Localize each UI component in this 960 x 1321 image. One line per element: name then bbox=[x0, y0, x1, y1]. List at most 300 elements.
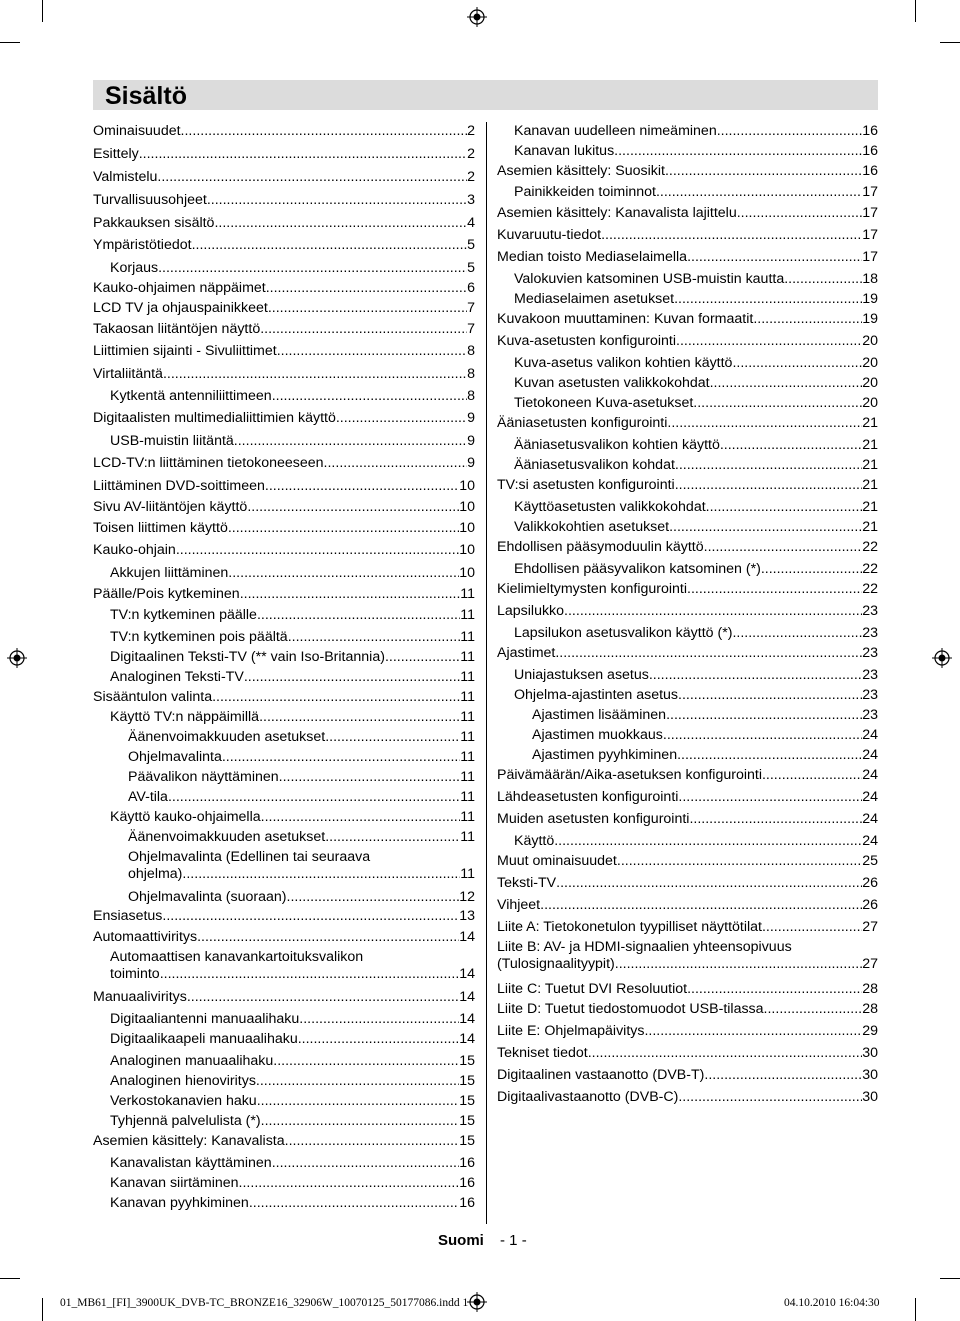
toc-entry-title: Esittely bbox=[93, 146, 139, 162]
toc-entry-page: 22 bbox=[862, 581, 878, 597]
toc-entry bbox=[93, 237, 475, 254]
toc-entry-page: 14 bbox=[459, 966, 475, 982]
toc-entry bbox=[93, 169, 475, 186]
toc-entry-page: 10 bbox=[459, 542, 475, 558]
toc-entry-title: Digitaalivastaanotto (DVB-C) bbox=[497, 1089, 679, 1105]
toc-entry-title: TV:n kytkeminen pois päältä bbox=[110, 629, 288, 645]
toc-entry-title: Kuva-asetus valikon kohtien käyttö bbox=[514, 355, 733, 371]
toc-entry bbox=[93, 669, 475, 686]
toc-entry bbox=[93, 565, 475, 582]
toc-entry-page: 23 bbox=[862, 625, 878, 641]
toc-entry-title: Kuva-asetusten konfigurointi bbox=[497, 333, 677, 349]
toc-entry bbox=[93, 1155, 475, 1172]
toc-entry-page: 8 bbox=[467, 343, 475, 359]
dot-leader bbox=[540, 897, 862, 914]
toc-entry-title: Asemien käsittely: Kanavalista bbox=[93, 1133, 285, 1149]
dot-leader bbox=[693, 395, 862, 412]
toc-entry-title: Ääniasetusten konfigurointi bbox=[497, 415, 668, 431]
toc-entry-title: Ensiasetus bbox=[93, 908, 163, 924]
toc-entry-page: 11 bbox=[460, 709, 475, 725]
toc-entry bbox=[93, 709, 475, 726]
toc-entry-page: 16 bbox=[459, 1175, 475, 1191]
toc-entry-title: Teksti-TV bbox=[497, 875, 557, 891]
toc-entry-title: Digitaalinen Teksti-TV (** vain Iso-Britannia) bbox=[110, 649, 385, 665]
toc-entry-title: Ajastimet bbox=[497, 645, 556, 661]
toc-entry-page: 11 bbox=[460, 769, 475, 785]
dot-leader bbox=[260, 321, 467, 338]
toc-entry bbox=[93, 1175, 475, 1192]
toc-entry bbox=[93, 1031, 475, 1048]
toc-entry bbox=[497, 271, 878, 288]
toc-entry-page: 11 bbox=[460, 789, 475, 805]
toc-entry-title: Uniajastuksen asetus bbox=[514, 667, 649, 683]
toc-entry-page: 2 bbox=[467, 146, 475, 162]
dot-leader bbox=[704, 1067, 862, 1084]
toc-entry-page: 9 bbox=[467, 433, 475, 449]
toc-entry-page: 10 bbox=[459, 499, 475, 515]
toc-entry bbox=[497, 645, 878, 662]
toc-entry-title-continued: toiminto bbox=[110, 966, 160, 982]
toc-entry-page: 8 bbox=[467, 388, 475, 404]
toc-entry-page: 23 bbox=[862, 645, 878, 661]
toc-entry-page: 23 bbox=[862, 603, 878, 619]
toc-entry-page: 2 bbox=[467, 123, 475, 139]
toc-entry-title: TV:n kytkeminen päälle bbox=[110, 607, 257, 623]
dot-leader bbox=[761, 561, 862, 578]
toc-entry-page: 23 bbox=[862, 687, 878, 703]
dot-leader bbox=[615, 956, 862, 973]
toc-entry bbox=[497, 499, 878, 516]
toc-entry-title: Ympäristötiedot bbox=[93, 237, 192, 253]
dot-leader bbox=[689, 811, 862, 828]
toc-entry-page: 12 bbox=[459, 889, 475, 905]
toc-entry-page: 16 bbox=[862, 163, 878, 179]
toc-entry-title: Käyttö kauko-ohjaimella bbox=[110, 809, 261, 825]
toc-entry-title: Liittäminen DVD-soittimeen bbox=[93, 478, 265, 494]
dot-leader bbox=[160, 966, 460, 983]
toc-entry bbox=[497, 311, 878, 328]
dot-leader bbox=[228, 520, 459, 537]
dot-leader bbox=[678, 789, 862, 806]
toc-entry-title: Analoginen manuaalihaku bbox=[110, 1053, 274, 1069]
dot-leader bbox=[385, 649, 460, 666]
toc-entry bbox=[93, 321, 475, 338]
dot-leader bbox=[256, 1073, 459, 1090]
toc-entry bbox=[93, 343, 475, 360]
toc-entry-page: 14 bbox=[459, 929, 475, 945]
toc-entry bbox=[93, 889, 475, 906]
toc-entry-page: 26 bbox=[862, 897, 878, 913]
toc-entry bbox=[93, 689, 475, 706]
toc-entry bbox=[497, 519, 878, 536]
toc-entry-title: Muut ominaisuudet bbox=[497, 853, 617, 869]
toc-entry bbox=[93, 607, 475, 624]
toc-entry bbox=[93, 1011, 475, 1028]
dot-leader bbox=[669, 519, 862, 536]
toc-entry bbox=[497, 1089, 878, 1106]
dot-leader bbox=[717, 123, 863, 140]
toc-entry bbox=[497, 1023, 878, 1040]
toc-entry-page: 23 bbox=[862, 667, 878, 683]
toc-entry bbox=[497, 415, 878, 432]
toc-entry bbox=[497, 747, 878, 764]
crop-mark bbox=[915, 1298, 916, 1321]
toc-entry bbox=[93, 520, 475, 537]
toc-entry-page: 11 bbox=[460, 866, 475, 882]
dot-leader bbox=[261, 809, 461, 826]
toc-entry bbox=[497, 687, 878, 704]
dot-leader bbox=[678, 1089, 862, 1106]
dot-leader bbox=[212, 689, 460, 706]
toc-entry bbox=[93, 769, 475, 786]
dot-leader bbox=[158, 260, 467, 277]
toc-entry bbox=[497, 875, 878, 892]
toc-entry bbox=[497, 581, 878, 598]
toc-entry bbox=[497, 291, 878, 308]
toc-entry bbox=[497, 437, 878, 454]
dot-leader bbox=[710, 375, 863, 392]
toc-entry bbox=[497, 561, 878, 578]
toc-entry-page: 24 bbox=[862, 789, 878, 805]
dot-leader bbox=[157, 169, 467, 186]
toc-entry bbox=[93, 789, 475, 806]
toc-entry-page: 14 bbox=[459, 1011, 475, 1027]
crop-mark bbox=[42, 0, 43, 22]
dot-leader bbox=[675, 477, 863, 494]
registration-mark-icon bbox=[7, 648, 27, 668]
toc-entry bbox=[93, 478, 475, 495]
toc-entry bbox=[497, 897, 878, 914]
toc-entry-title: Valokuvien katsominen USB-muistin kautta bbox=[514, 271, 785, 287]
crop-mark bbox=[0, 42, 20, 43]
toc-entry bbox=[93, 1073, 475, 1090]
toc-entry-page: 24 bbox=[862, 811, 878, 827]
toc-entry bbox=[93, 146, 475, 163]
toc-entry-title: Digitaalinen vastaanotto (DVB-T) bbox=[497, 1067, 705, 1083]
toc-entry-page: 11 bbox=[460, 607, 475, 623]
toc-entry-page: 17 bbox=[862, 184, 878, 200]
dot-leader bbox=[163, 366, 467, 383]
toc-entry-page: 20 bbox=[862, 395, 878, 411]
dot-leader bbox=[677, 747, 862, 764]
toc-entry-title: Digitaalisten multimedialiittimien käyttö bbox=[93, 410, 336, 426]
toc-entry-title: Ohjelma-ajastinten asetus bbox=[514, 687, 679, 703]
toc-entry bbox=[93, 300, 475, 317]
toc-entry-page: 5 bbox=[467, 237, 475, 253]
toc-entry-title: LCD-TV:n liittäminen tietokoneeseen bbox=[93, 455, 324, 471]
toc-entry-title: Kytkentä antenniliittimeen bbox=[110, 388, 272, 404]
toc-entry-page: 16 bbox=[862, 123, 878, 139]
toc-entry-page: 30 bbox=[862, 1089, 878, 1105]
toc-entry bbox=[93, 433, 475, 450]
toc-entry-page: 10 bbox=[459, 520, 475, 536]
toc-entry bbox=[93, 1113, 475, 1130]
toc-entry-title: Lapsilukon asetusvalikon käyttö (*) bbox=[514, 625, 733, 641]
toc-entry bbox=[497, 477, 878, 494]
dot-leader bbox=[325, 829, 460, 846]
toc-entry-title: Ohjelmavalinta bbox=[128, 749, 222, 765]
dot-leader bbox=[228, 565, 459, 582]
toc-entry bbox=[93, 215, 475, 232]
toc-entry-page: 19 bbox=[862, 311, 878, 327]
toc-entry-page: 9 bbox=[467, 410, 475, 426]
toc-entry bbox=[93, 929, 475, 946]
toc-entry-title: Valikkokohtien asetukset bbox=[514, 519, 670, 535]
toc-entry-page: 15 bbox=[459, 1133, 475, 1149]
toc-entry-page: 16 bbox=[862, 143, 878, 159]
toc-entry bbox=[497, 939, 878, 973]
toc-entry bbox=[497, 811, 878, 828]
dot-leader bbox=[588, 1045, 863, 1062]
toc-entry-page: 14 bbox=[459, 1031, 475, 1047]
dot-leader bbox=[268, 300, 467, 317]
dot-leader bbox=[285, 1133, 460, 1150]
toc-entry-page: 15 bbox=[459, 1113, 475, 1129]
toc-entry-title: Kanavan pyyhkiminen bbox=[110, 1195, 249, 1211]
toc-entry-title: Korjaus bbox=[110, 260, 159, 276]
toc-entry-page: 20 bbox=[862, 355, 878, 371]
toc-entry bbox=[497, 625, 878, 642]
toc-entry-title: Liite D: Tuetut tiedostomuodot USB-tilassa bbox=[497, 1001, 764, 1017]
dot-leader bbox=[266, 280, 467, 297]
dot-leader bbox=[182, 866, 460, 883]
toc-entry-title: Äänenvoimakkuuden asetukset bbox=[128, 729, 326, 745]
dot-leader bbox=[764, 1001, 863, 1018]
dot-leader bbox=[244, 669, 460, 686]
toc-entry-page: 15 bbox=[459, 1073, 475, 1089]
dot-leader bbox=[663, 727, 862, 744]
toc-entry-page: 24 bbox=[862, 767, 878, 783]
dot-leader bbox=[617, 853, 862, 870]
toc-entry-page: 17 bbox=[862, 227, 878, 243]
toc-entry-title: Päävalikon näyttäminen bbox=[128, 769, 279, 785]
toc-entry bbox=[93, 829, 475, 846]
dot-leader bbox=[732, 355, 862, 372]
toc-entry-title: Tietokoneen Kuva-asetukset bbox=[514, 395, 694, 411]
toc-entry bbox=[93, 410, 475, 427]
toc-entry bbox=[93, 366, 475, 383]
column-divider bbox=[486, 122, 487, 1224]
toc-entry bbox=[93, 989, 475, 1006]
toc-entry bbox=[93, 1195, 475, 1212]
toc-entry bbox=[93, 192, 475, 209]
toc-entry-page: 21 bbox=[862, 457, 878, 473]
registration-mark-icon bbox=[932, 648, 952, 668]
toc-entry bbox=[497, 205, 878, 222]
toc-entry bbox=[93, 649, 475, 666]
toc-entry bbox=[93, 1133, 475, 1150]
toc-entry bbox=[497, 603, 878, 620]
toc-entry-page: 17 bbox=[862, 249, 878, 265]
toc-entry-title-continued: ohjelma) bbox=[128, 866, 183, 882]
dot-leader bbox=[272, 388, 467, 405]
toc-entry-title: Digitaalikaapeli manuaalihaku bbox=[110, 1031, 298, 1047]
title-bar bbox=[93, 80, 878, 110]
toc-entry-page: 24 bbox=[862, 747, 878, 763]
toc-entry-title: USB-muistin liitäntä bbox=[110, 433, 234, 449]
toc-entry-title: Ohjelmavalinta (suoraan) bbox=[128, 889, 287, 905]
toc-entry-title: Ajastimen pyyhkiminen bbox=[532, 747, 678, 763]
toc-entry-page: 14 bbox=[459, 989, 475, 1005]
toc-entry bbox=[497, 707, 878, 724]
dot-leader bbox=[554, 833, 862, 850]
dot-leader bbox=[704, 539, 863, 556]
toc-entry-page: 25 bbox=[862, 853, 878, 869]
toc-entry-page: 15 bbox=[459, 1093, 475, 1109]
dot-leader bbox=[261, 1113, 460, 1130]
toc-entry-title: Ominaisuudet bbox=[93, 123, 181, 139]
toc-entry-title: Automaattiviritys bbox=[93, 929, 198, 945]
toc-entry-page: 8 bbox=[467, 366, 475, 382]
toc-entry-page: 10 bbox=[459, 565, 475, 581]
toc-entry-title: AV-tila bbox=[128, 789, 168, 805]
toc-entry-page: 30 bbox=[862, 1045, 878, 1061]
toc-entry bbox=[93, 260, 475, 277]
toc-entry-page: 22 bbox=[862, 539, 878, 555]
toc-entry-title: Käyttö TV:n näppäimillä bbox=[110, 709, 260, 725]
toc-entry-page: 24 bbox=[862, 727, 878, 743]
toc-entry bbox=[497, 853, 878, 870]
toc-entry-title: Sivu AV-liitäntöjen käyttö bbox=[93, 499, 248, 515]
toc-entry-title: Verkostokanavien haku bbox=[110, 1093, 257, 1109]
toc-entry bbox=[497, 1001, 878, 1018]
dot-leader bbox=[720, 437, 862, 454]
toc-entry-title: Takaosan liitäntöjen näyttö bbox=[93, 321, 261, 337]
toc-entry-title: Valmistelu bbox=[93, 169, 158, 185]
toc-entry-title: Kauko-ohjain bbox=[93, 542, 176, 558]
toc-entry-page: 28 bbox=[862, 981, 878, 997]
dot-leader bbox=[214, 215, 467, 232]
footer-language: Suomi bbox=[438, 1232, 484, 1249]
dot-leader bbox=[325, 729, 460, 746]
toc-entry-title: Painikkeiden toiminnot bbox=[514, 184, 656, 200]
toc-entry-title: Äänenvoimakkuuden asetukset bbox=[128, 829, 326, 845]
footer-page-number: - 1 - bbox=[500, 1232, 527, 1249]
crop-mark bbox=[42, 1298, 43, 1321]
toc-entry-page: 13 bbox=[459, 908, 475, 924]
toc-entry-page: 11 bbox=[460, 689, 475, 705]
crop-mark bbox=[915, 0, 916, 22]
dot-leader bbox=[784, 271, 862, 288]
toc-entry-page: 20 bbox=[862, 333, 878, 349]
dot-leader bbox=[555, 645, 862, 662]
toc-entry-page: 5 bbox=[467, 260, 475, 276]
dot-leader bbox=[162, 908, 459, 925]
dot-leader bbox=[272, 1155, 460, 1172]
dot-leader bbox=[187, 989, 459, 1006]
dot-leader bbox=[564, 603, 862, 620]
registration-mark-icon bbox=[467, 1292, 487, 1312]
toc-entry bbox=[497, 227, 878, 244]
crop-mark bbox=[940, 1278, 960, 1279]
dot-leader bbox=[675, 457, 862, 474]
dot-leader bbox=[273, 1053, 459, 1070]
dot-leader bbox=[222, 749, 460, 766]
toc-entry bbox=[497, 123, 878, 140]
toc-entry-page: 11 bbox=[460, 669, 475, 685]
toc-entry bbox=[93, 949, 475, 983]
toc-entry-page: 21 bbox=[862, 477, 878, 493]
toc-entry bbox=[93, 749, 475, 766]
dot-leader bbox=[687, 249, 862, 266]
toc-entry-page: 16 bbox=[459, 1155, 475, 1171]
page-title: Sisältö bbox=[105, 82, 187, 110]
toc-entry-title: Käyttöasetusten valikkokohdat bbox=[514, 499, 706, 515]
toc-entry-title: Liite A: Tietokonetulon tyypilliset näyttötilat bbox=[497, 919, 762, 935]
toc-entry-title: Vihjeet bbox=[497, 897, 541, 913]
toc-entry bbox=[497, 767, 878, 784]
toc-entry-title: Asemien käsittely: Suosikit bbox=[497, 163, 665, 179]
dot-leader bbox=[676, 333, 862, 350]
toc-entry-title: Kuvaruutu-tiedot bbox=[497, 227, 602, 243]
toc-entry-title: Tyhjennä palvelulista (*) bbox=[110, 1113, 261, 1129]
toc-entry-title: Ääniasetusvalikon kohdat bbox=[514, 457, 675, 473]
toc-entry-page: 11 bbox=[460, 749, 475, 765]
toc-entry-title: Pakkauksen sisältö bbox=[93, 215, 215, 231]
dot-leader bbox=[239, 1175, 460, 1192]
toc-entry-page: 2 bbox=[467, 169, 475, 185]
toc-entry bbox=[93, 849, 475, 883]
dot-leader bbox=[240, 586, 461, 603]
toc-entry-title: Lapsilukko bbox=[497, 603, 565, 619]
toc-entry-title: Ohjelmavalinta (Edellinen tai seuraava bbox=[128, 849, 371, 865]
toc-entry bbox=[497, 789, 878, 806]
dot-leader bbox=[197, 929, 459, 946]
toc-entry-page: 11 bbox=[460, 629, 475, 645]
toc-entry-page: 6 bbox=[467, 280, 475, 296]
toc-entry-page: 21 bbox=[862, 519, 878, 535]
toc-entry bbox=[93, 1053, 475, 1070]
dot-leader bbox=[257, 1093, 460, 1110]
dot-leader bbox=[249, 1195, 459, 1212]
toc-entry-page: 30 bbox=[862, 1067, 878, 1083]
toc-entry bbox=[93, 809, 475, 826]
toc-entry-page: 16 bbox=[459, 1195, 475, 1211]
toc-entry-title: Ehdollisen pääsymoduulin käyttö bbox=[497, 539, 704, 555]
toc-entry bbox=[93, 629, 475, 646]
toc-entry-title: Sisääntulon valinta bbox=[93, 689, 213, 705]
toc-entry bbox=[497, 355, 878, 372]
dot-leader bbox=[207, 192, 467, 209]
toc-entry-title: Päälle/Pois kytkeminen bbox=[93, 586, 240, 602]
toc-entry bbox=[497, 333, 878, 350]
toc-entry-page: 7 bbox=[467, 321, 475, 337]
toc-entry bbox=[497, 375, 878, 392]
toc-entry-title: Mediaselaimen asetukset bbox=[514, 291, 675, 307]
dot-leader bbox=[753, 311, 862, 328]
dot-leader bbox=[277, 343, 467, 360]
toc-entry-page: 4 bbox=[467, 215, 475, 231]
dot-leader bbox=[168, 789, 460, 806]
toc-entry-title: Ajastimen muokkaus bbox=[532, 727, 663, 743]
toc-entry-title: Akkujen liittäminen bbox=[110, 565, 229, 581]
dot-leader bbox=[257, 607, 460, 624]
dot-leader bbox=[601, 227, 862, 244]
toc-entry-title: Kauko-ohjaimen näppäimet bbox=[93, 280, 266, 296]
toc-entry-title: Toisen liittimen käyttö bbox=[93, 520, 228, 536]
toc-entry-page: 21 bbox=[862, 437, 878, 453]
dot-leader bbox=[649, 667, 862, 684]
toc-entry-title: Liittimien sijainti - Sivuliittimet bbox=[93, 343, 277, 359]
registration-mark-icon bbox=[467, 7, 487, 27]
dot-leader bbox=[737, 205, 862, 222]
toc-entry bbox=[497, 919, 878, 936]
toc-entry-title: Digitaaliantenni manuaalihaku bbox=[110, 1011, 300, 1027]
toc-entry-title: Asemien käsittely: Kanavalista lajittelu bbox=[497, 205, 737, 221]
toc-entry bbox=[497, 163, 878, 180]
toc-entry-title: Kanavalistan käyttäminen bbox=[110, 1155, 272, 1171]
toc-entry-title: Ääniasetusvalikon kohtien käyttö bbox=[514, 437, 720, 453]
